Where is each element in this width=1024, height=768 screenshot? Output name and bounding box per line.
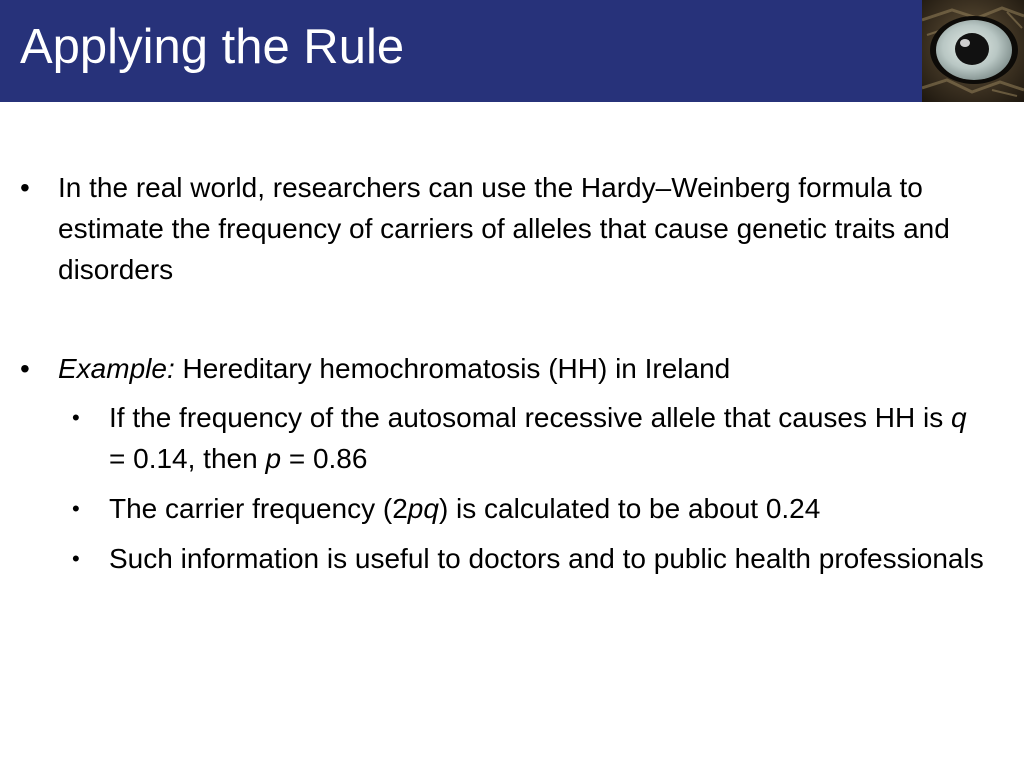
variable-q: q <box>950 402 967 433</box>
list-item <box>72 538 989 579</box>
sub-bullet-frequency-part1: If the frequency of the autosomal recessive allele that causes HH is <box>109 402 951 433</box>
sub-bullet-frequency <box>109 397 989 479</box>
bullet-icon: • <box>72 496 80 521</box>
example-bullet-text <box>58 348 978 389</box>
bullet-icon: • <box>72 546 80 571</box>
bullet-icon: • <box>72 405 80 430</box>
sub-bullet-usefulness: Such information is useful to doctors and to public health professionals <box>109 543 984 574</box>
sub-bullet-carrier <box>109 488 989 529</box>
variable-pq: pq <box>407 493 439 524</box>
variable-p: p <box>265 443 282 474</box>
slide-title: Applying the Rule <box>20 20 405 74</box>
example-label: Example: <box>58 353 175 384</box>
intro-bullet-text: In the real world, researchers can use the Hardy–Weinberg formula to estimate the frequency of carriers of alleles that cause genetic traits and disorders <box>58 172 950 285</box>
list-item <box>20 167 978 290</box>
bullet-icon: • <box>20 353 30 384</box>
sub-bullet-frequency-part2: = 0.14, then <box>109 443 266 474</box>
bullet-icon: • <box>20 172 30 203</box>
sub-bullet-carrier-part2: ) is calculated to be about 0.24 <box>438 493 821 524</box>
list-item <box>20 348 978 389</box>
list-item <box>72 397 989 479</box>
sub-bullet-carrier-part1: The carrier frequency (2 <box>109 493 408 524</box>
sub-bullet-frequency-part3: = 0.86 <box>281 443 368 474</box>
list-item <box>72 488 989 529</box>
example-text: Hereditary hemochromatosis (HH) in Ireland <box>174 353 731 384</box>
